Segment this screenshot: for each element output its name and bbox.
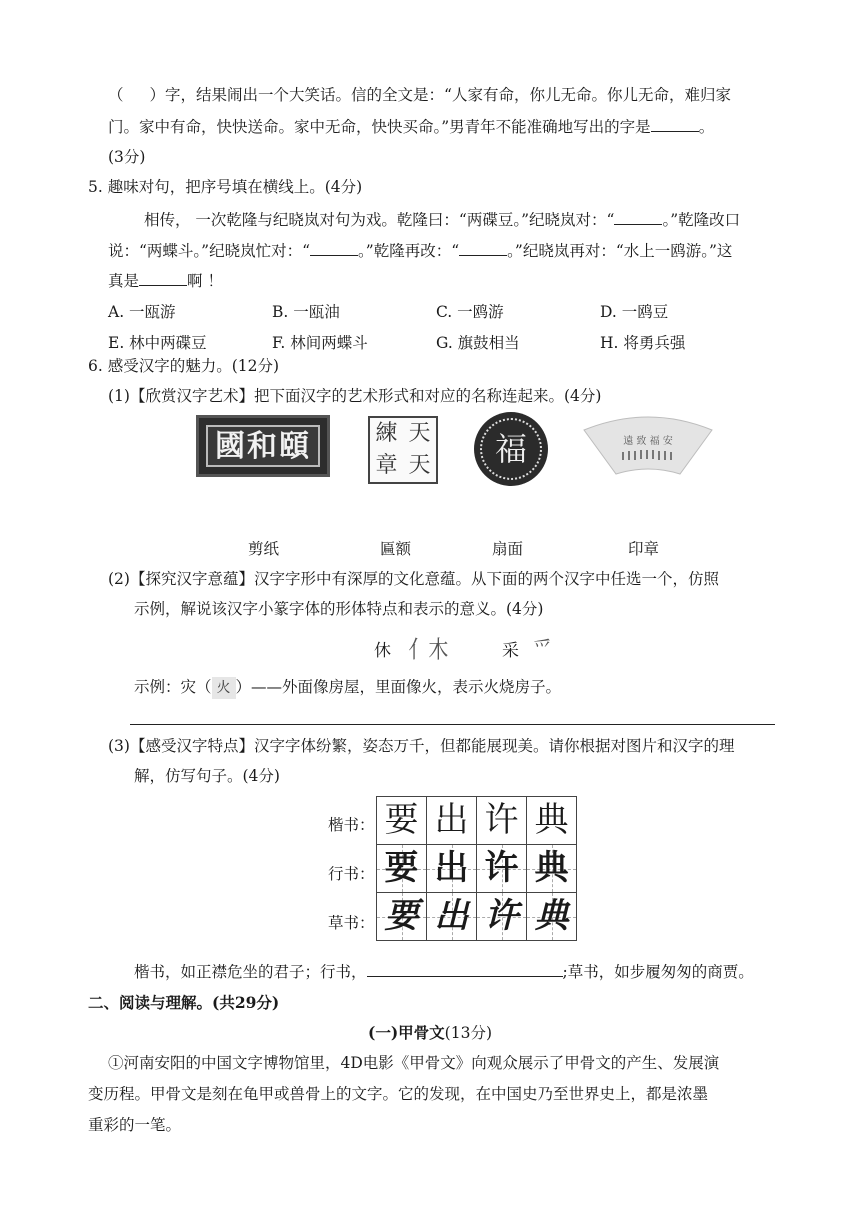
- passage-line1: ①河南安阳的中国文字博物馆里，4D电影《甲骨文》向观众展示了甲骨文的产生、发展演: [108, 1054, 720, 1072]
- name-fan: 扇面: [492, 540, 524, 558]
- svg-text:遠 致 福 安: 遠 致 福 安: [623, 436, 673, 447]
- grid-cell: 许: [477, 893, 527, 941]
- q5-para-line3: 真是 啊 ！: [108, 269, 223, 292]
- grid-cell: 许: [477, 797, 527, 845]
- answer-blank[interactable]: [459, 239, 507, 256]
- calligraphy-grid: [376, 796, 577, 941]
- passage-line2: 变历程。甲骨文是刻在龟甲或兽骨上的文字。它的发现，在中国史乃至世界史上，都是浓墨: [88, 1085, 709, 1103]
- choice-cai: 采 爫: [502, 634, 553, 664]
- grid-cell: 典: [527, 893, 577, 941]
- q6-title: 6. 感受汉字的魅力。(12分): [88, 357, 280, 375]
- option-c: C. 一鸥游: [436, 303, 504, 321]
- grid-cell: 出: [427, 845, 477, 893]
- q6-sub3-line2: 解，仿写句子。(4分): [134, 767, 280, 785]
- answer-blank[interactable]: [310, 239, 358, 256]
- grid-row-xingshu: [377, 845, 577, 893]
- passage-title: (一)甲骨文(13分): [368, 1023, 492, 1042]
- grid-row-kaishu: [377, 797, 577, 845]
- grid-cell: 要: [377, 893, 427, 941]
- grid-cell: 许: [477, 845, 527, 893]
- grid-cell: 要: [377, 797, 427, 845]
- option-b: B. 一瓯油: [272, 303, 340, 321]
- q6-sub2-line1: (2)【探究汉字意蕴】汉字字形中有深厚的文化意蕴。从下面的两个汉字中任选一个，仿照: [108, 570, 719, 588]
- row-label-caoshu: 草书：: [328, 914, 375, 932]
- q6-sub1: (1)【欣赏汉字艺术】把下面汉字的艺术形式和对应的名称连起来。(4分): [108, 387, 602, 405]
- imitation-sentence: 楷书，如正襟危坐的君子；行书， ;草书，如步履匆匆的商贾。: [134, 960, 754, 983]
- q5-para-line1: 相传， 一次乾隆与纪晓岚对句为戏。乾隆曰：“两碟豆。”纪晓岚对：“ 。”乾隆改口: [144, 208, 740, 231]
- round-seal-image: 福: [474, 412, 548, 486]
- grid-cell: 典: [527, 845, 577, 893]
- option-a: A. 一瓯游: [108, 303, 176, 321]
- fan-image: [582, 410, 714, 480]
- option-d: D. 一鸥豆: [600, 303, 669, 321]
- option-f: F. 林间两蝶斗: [272, 334, 368, 352]
- option-h: H. 将勇兵强: [600, 334, 686, 352]
- grid-cell: 出: [427, 797, 477, 845]
- option-g: G. 旗鼓相当: [436, 334, 520, 352]
- grid-cell: 典: [527, 797, 577, 845]
- answer-line[interactable]: [130, 724, 775, 725]
- example-line: 示例：灾（ ⽕ ）——外面像房屋，里面像火，表示火烧房子。: [134, 676, 561, 699]
- q4-line1: （ ）字，结果闹出一个大笑话。信的全文是：“人家有命，你儿无命。你儿无命，难归家: [108, 86, 731, 104]
- seal-script-xiu-icon: ⺅木: [408, 634, 449, 664]
- q4-line2: 门。家中有命，快快送命。家中无命，快快买命。”男青年不能准确地写出的字是 。: [108, 115, 714, 138]
- q5-para-line2: 说：“两蝶斗。”纪晓岚忙对：“ 。”乾隆再改：“ 。”纪晓岚再对：“水上一鸥游。”这: [108, 239, 732, 262]
- q4-score: (3分): [108, 148, 146, 166]
- choice-xiu: 休 ⺅木: [374, 634, 449, 664]
- row-label-xingshu: 行书：: [328, 865, 375, 883]
- section-2-title: 二、阅读与理解。(共29分): [88, 993, 280, 1012]
- seal-script-zai-icon: ⽕: [212, 677, 236, 699]
- grid-cell: 出: [427, 893, 477, 941]
- square-seal-image: 練 天 章 天: [368, 416, 438, 484]
- name-seal: 印章: [628, 540, 660, 558]
- q5-title: 5. 趣味对句，把序号填在横线上。(4分): [88, 178, 363, 196]
- answer-blank[interactable]: [139, 269, 187, 286]
- answer-blank[interactable]: [651, 115, 699, 132]
- row-label-kaishu: 楷书：: [328, 816, 375, 834]
- grid-row-caoshu: [377, 893, 577, 941]
- passage-line3: 重彩的一笔。: [88, 1116, 182, 1134]
- fan-inscription: [622, 450, 672, 460]
- q6-sub2-line2: 示例，解说该汉字小篆字体的形体特点和表示的意义。(4分): [134, 600, 544, 618]
- plaque-text: 國和頤: [215, 429, 311, 464]
- name-plaque: 匾额: [380, 540, 412, 558]
- answer-blank[interactable]: [367, 960, 563, 977]
- seal-script-cai-icon: 爫: [532, 634, 553, 664]
- plaque-image: [196, 415, 330, 477]
- grid-cell: 要: [377, 845, 427, 893]
- option-e: E. 林中两碟豆: [108, 334, 207, 352]
- q6-sub3-line1: (3)【感受汉字特点】汉字字体纷繁，姿态万千，但都能展现美。请你根据对图片和汉字的理: [108, 737, 735, 755]
- answer-blank[interactable]: [614, 208, 662, 225]
- name-paper-cut: 剪纸: [248, 540, 280, 558]
